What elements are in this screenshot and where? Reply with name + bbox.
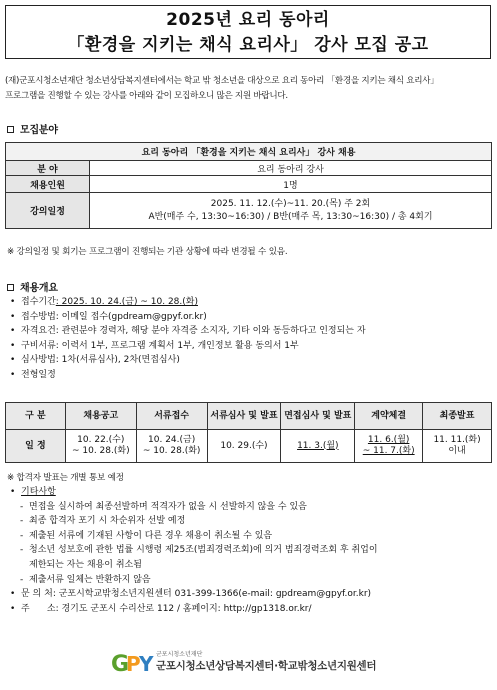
- schedule-row-label: 일 정: [6, 430, 66, 463]
- item-value: : 이력서 1부, 프로그램 계획서 1부, 개인정보 활용 동의서 1부: [55, 340, 299, 351]
- etc-item: - 제출된 서류에 기재된 사항이 다른 경우 채용이 취소될 수 있음: [7, 529, 378, 544]
- footer-org-small: 군포시청소년재단: [156, 651, 203, 658]
- schedule-cell: [423, 430, 492, 463]
- footer-org-main: 군포시청소년상담복지센터·학교밖청소년지원센터: [156, 660, 377, 672]
- schedule-header: 채용공고: [65, 403, 136, 430]
- field-value: 요리 동아리 강사: [90, 161, 492, 176]
- contact-value: : 군포시학교밖청소년지원센터 031-399-1366(e-mail: gpdream@gpyf.or.kr): [52, 589, 372, 600]
- schedule-header: 서류접수: [136, 403, 207, 430]
- schedule-header: 서류심사 및 발표: [207, 403, 281, 430]
- square-bullet-icon: [7, 284, 14, 291]
- item-value: : 1차(서류심사), 2차(면접심사): [55, 355, 180, 365]
- item-label: 전형일정: [21, 369, 56, 380]
- cell-line-2: ~ 10. 28.(화): [142, 446, 201, 456]
- item-label: 접수방법: [21, 311, 56, 322]
- list-item: [7, 353, 366, 368]
- cell-line-1: 10. 24.(금): [148, 435, 196, 445]
- list-item: [7, 368, 366, 383]
- recruit-field-table: [5, 142, 492, 229]
- etc-item-continuation: 제한되는 자는 채용이 취소됨: [29, 559, 142, 570]
- list-item: [7, 339, 366, 354]
- item-value: : 이메일 접수(gpdream@gpyf.or.kr): [55, 311, 207, 322]
- contact-label: 문 의 처: [21, 589, 53, 600]
- cell-line-1: 11. 11.(화): [433, 435, 481, 445]
- etc-item: - 최종 합격자 포기 시 차순위자 선발 예정: [7, 514, 378, 529]
- footer: [110, 647, 490, 677]
- schedule-cell: [136, 430, 207, 463]
- list-item: [7, 295, 366, 310]
- section-title-text: 채용개요: [20, 283, 58, 294]
- etc-item: - 면접을 실시하여 최종선발하며 적격자가 없을 시 선발하지 않을 수 있음: [7, 500, 378, 515]
- address-item: [7, 602, 378, 617]
- section-title-overview: [7, 279, 58, 294]
- schedule-value-line-2: A반(매주 수, 13:30~16:30) / B반(매주 목, 13:30~16:30) / 총 4회기: [148, 211, 433, 222]
- square-bullet-icon: [7, 126, 14, 133]
- item-value: : 2025. 10. 24.(금) ~ 10. 28.(화): [55, 297, 198, 307]
- headcount-value: 1명: [90, 176, 492, 193]
- result-note: ※ 합격자 발표는 개별 통보 예정: [7, 473, 124, 483]
- contact-item: [7, 587, 378, 602]
- section-title-recruit-field: [7, 121, 58, 136]
- title-line-1: 2025년 요리 동아리: [166, 10, 330, 30]
- schedule-label: 강의일정: [6, 193, 90, 229]
- schedule-cell: [65, 430, 136, 463]
- intro-paragraph: [5, 74, 493, 104]
- svg-text:P: P: [126, 652, 141, 675]
- address-label: 주 소: [21, 603, 56, 614]
- list-item: [7, 324, 366, 339]
- svg-text:G: G: [111, 652, 130, 675]
- schedule-header: 계약체결: [355, 403, 423, 430]
- schedule-value: [90, 193, 492, 229]
- table-header: 요리 동아리 「환경을 지키는 채식 요리사」 강사 채용: [6, 143, 492, 161]
- list-item: [7, 310, 366, 325]
- etc-item: - 청소년 성보호에 관한 법률 시행령 제25조(범죄경력조회)에 의거 범죄경력조회 후 취업이: [7, 543, 378, 558]
- schedule-note: ※ 강의일정 및 회기는 프로그램이 진행되는 기관 상황에 따라 변경될 수 있음.: [7, 247, 288, 257]
- schedule-header: 최종발표: [423, 403, 492, 430]
- etc-list: [7, 485, 378, 616]
- schedule-cell: [207, 430, 281, 463]
- cell-line-1: 11. 6.(월): [367, 435, 410, 445]
- intro-line-1: (재)군포시청소년재단 청소년상담복지센터에서는 학교 밖 청소년을 대상으로 요리 동아리 「환경을 지키는 채식 요리사」: [5, 76, 439, 86]
- gpy-logo-icon: [110, 649, 154, 675]
- title-line-2: 「환경을 지키는 채식 요리사」 강사 모집 공고: [67, 35, 429, 55]
- item-label: 심사방법: [21, 355, 56, 365]
- item-value: : 관련분야 경력자, 해당 분야 자격증 소지자, 기타 이와 동등하다고 인정되는 자: [55, 326, 366, 336]
- intro-line-2: 프로그램을 진행할 수 있는 강사를 아래와 같이 모집하오니 많은 지원 바랍니다.: [5, 91, 288, 101]
- item-label: 구비서류: [21, 340, 56, 351]
- item-label: 접수기간: [21, 297, 56, 307]
- title-box: [5, 5, 491, 59]
- overview-list: [7, 295, 366, 382]
- schedule-header: 면접심사 및 발표: [281, 403, 355, 430]
- schedule-table: [5, 402, 492, 463]
- address-value: : 경기도 군포시 수리산로 112 / 홈페이지: http://gp1318.or.kr/: [55, 603, 312, 614]
- svg-text:Y: Y: [139, 652, 154, 675]
- item-label: 자격요건: [21, 326, 56, 336]
- section-title-text: 모집분야: [20, 125, 58, 136]
- cell-line-2: ~ 10. 28.(화): [71, 446, 130, 456]
- cell-line-1: 11. 3.(월): [297, 440, 339, 451]
- field-label: 분 야: [6, 161, 90, 176]
- schedule-header: 구 분: [6, 403, 66, 430]
- schedule-cell: [281, 430, 355, 463]
- cell-line-2: ~ 11. 7.(화): [362, 446, 415, 456]
- schedule-cell: [355, 430, 423, 463]
- etc-title: [7, 485, 378, 500]
- cell-line-1: 10. 29.(수): [220, 440, 268, 451]
- schedule-value-line-1: 2025. 11. 12.(수)~11. 20.(목) 주 2회: [210, 198, 371, 209]
- etc-title-text: 기타사항: [21, 487, 56, 497]
- etc-item: - 제출서류 일체는 반환하지 않음: [7, 573, 378, 588]
- cell-line-2: 이내: [448, 446, 466, 456]
- headcount-label: 채용인원: [6, 176, 90, 193]
- cell-line-1: 10. 22.(수): [77, 435, 125, 445]
